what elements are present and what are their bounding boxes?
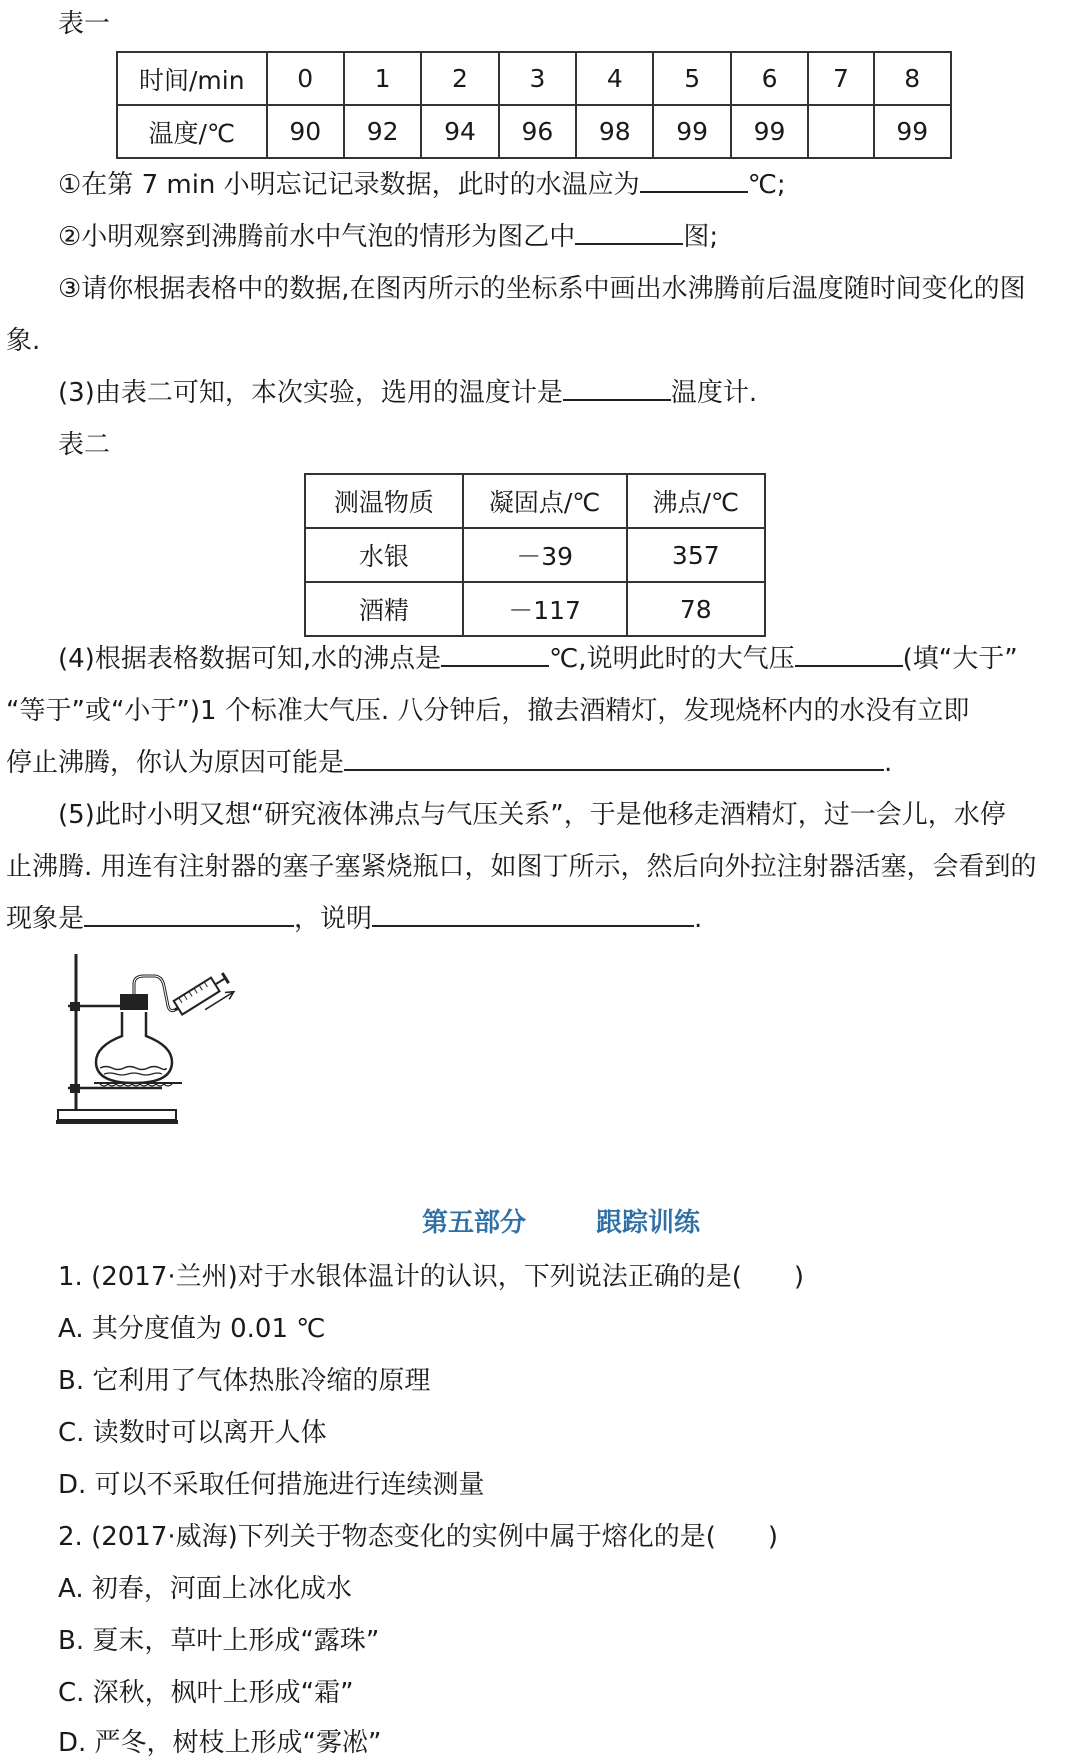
table1-temp-label: 温度/℃ <box>117 105 267 158</box>
question-1-stem: 1. (2017·兰州)对于水银体温计的认识，下列说法正确的是( ) <box>58 1262 805 1292</box>
table1-cell: 96 <box>499 105 576 158</box>
q4-text: ℃,说明此时的大气压 <box>549 644 795 674</box>
question-1-option-c[interactable]: C. 读数时可以离开人体 <box>58 1418 327 1448</box>
table2-cell: 78 <box>627 582 765 636</box>
answer-blank[interactable] <box>563 373 671 401</box>
table1-cell: 1 <box>344 52 421 105</box>
table2 <box>304 473 766 637</box>
q5-text: 现象是 <box>6 904 85 934</box>
table2-cell: 酒精 <box>305 582 463 636</box>
q2-item2-tail: 图; <box>683 222 719 252</box>
section-part: 第五部分 <box>422 1208 527 1238</box>
answer-blank[interactable] <box>640 165 748 193</box>
table1 <box>116 51 952 159</box>
answer-blank[interactable] <box>795 639 903 667</box>
table1-cell: 5 <box>653 52 730 105</box>
table1-cell: 7 <box>808 52 873 105</box>
table1-cell: 6 <box>731 52 808 105</box>
section-title: 跟踪训练 <box>596 1208 701 1238</box>
table2-cell: －117 <box>463 582 627 636</box>
table1-cell: 98 <box>576 105 653 158</box>
q4-line1 <box>58 638 1018 675</box>
table1-cell: 94 <box>421 105 498 158</box>
question-2-option-d[interactable]: D. 严冬，树枝上形成“雾凇” <box>58 1728 382 1758</box>
question-2-option-c[interactable]: C. 深秋，枫叶上形成“霜” <box>58 1678 354 1708</box>
table1-time-label: 时间/min <box>117 52 267 105</box>
table2-header: 测温物质 <box>305 474 463 528</box>
table1-cell: 0 <box>267 52 344 105</box>
q2-item3-line2: 象. <box>6 326 41 356</box>
table1-cell: 4 <box>576 52 653 105</box>
q5-tail: . <box>694 904 703 934</box>
table2-cell: 357 <box>627 528 765 582</box>
table2-cell: 水银 <box>305 528 463 582</box>
q4-tail: . <box>884 748 893 778</box>
q2-item1 <box>58 164 786 201</box>
answer-blank[interactable] <box>575 217 683 245</box>
table1-cell: 92 <box>344 105 421 158</box>
question-2-option-b[interactable]: B. 夏末，草叶上形成“露珠” <box>58 1626 380 1656</box>
q3-tail: 温度计. <box>670 378 758 408</box>
table2-cell: －39 <box>463 528 627 582</box>
q4-text: (4)根据表格数据可知,水的沸点是 <box>58 644 442 674</box>
table1-cell-empty <box>808 105 873 158</box>
q3-text: (3)由表二可知，本次实验，选用的温度计是 <box>58 378 563 408</box>
answer-blank[interactable] <box>372 899 694 927</box>
answer-blank[interactable] <box>441 639 549 667</box>
q5-line2: 止沸腾. 用连有注射器的塞子塞紧烧瓶口，如图丁所示，然后向外拉注射器活塞，会看到的 <box>6 852 1037 882</box>
table1-cell: 8 <box>874 52 951 105</box>
table2-header: 凝固点/℃ <box>463 474 627 528</box>
table1-cell: 90 <box>267 105 344 158</box>
table1-cell: 99 <box>874 105 951 158</box>
flask-syringe-apparatus-illustration <box>50 950 250 1140</box>
question-2-stem: 2. (2017·威海)下列关于物态变化的实例中属于熔化的是( ) <box>58 1522 779 1552</box>
q4-line2: “等于”或“小于”)1 个标准大气压. 八分钟后，撤去酒精灯，发现烧杯内的水没有立即 <box>6 696 970 726</box>
table2-caption: 表二 <box>58 430 111 460</box>
q4-line3 <box>6 742 892 779</box>
q3 <box>58 372 757 409</box>
question-1-option-b[interactable]: B. 它利用了气体热胀冷缩的原理 <box>58 1366 431 1396</box>
question-1-option-d[interactable]: D. 可以不采取任何措施进行连续测量 <box>58 1470 485 1500</box>
question-2-option-a[interactable]: A. 初春，河面上冰化成水 <box>58 1574 352 1604</box>
q4-text: (填“大于” <box>902 644 1018 674</box>
q2-item2-text: ②小明观察到沸腾前水中气泡的情形为图乙中 <box>58 222 576 252</box>
q5-line1: (5)此时小明又想“研究液体沸点与气压关系”，于是他移走酒精灯，过一会儿，水停 <box>58 800 1006 830</box>
answer-blank[interactable] <box>344 743 884 771</box>
table1-caption: 表一 <box>58 9 111 39</box>
q2-item1-text: ①在第 7 min 小明忘记记录数据，此时的水温应为 <box>58 170 640 200</box>
table1-cell: 99 <box>653 105 730 158</box>
q2-item1-unit: ℃; <box>747 170 786 200</box>
answer-blank[interactable] <box>84 899 294 927</box>
table1-cell: 3 <box>499 52 576 105</box>
q4-text: 停止沸腾，你认为原因可能是 <box>6 748 345 778</box>
table1-cell: 99 <box>731 105 808 158</box>
q2-item2 <box>58 216 718 253</box>
q5-text: ，说明 <box>294 904 373 934</box>
table2-header: 沸点/℃ <box>627 474 765 528</box>
question-1-option-a[interactable]: A. 其分度值为 0.01 ℃ <box>58 1314 326 1344</box>
table1-cell: 2 <box>421 52 498 105</box>
q5-line3 <box>6 898 702 935</box>
q2-item3-line1: ③请你根据表格中的数据,在图丙所示的坐标系中画出水沸腾前后温度随时间变化的图 <box>58 274 1026 304</box>
